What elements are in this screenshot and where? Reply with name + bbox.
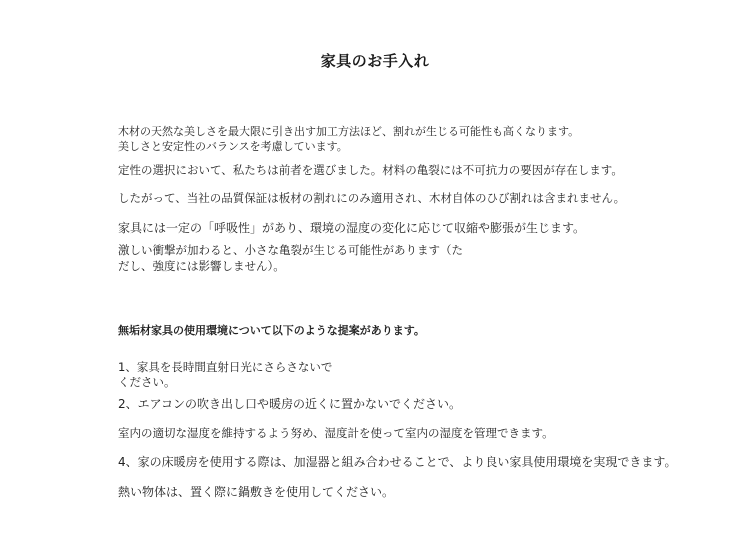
page-title: 家具のお手入れ [320, 52, 430, 70]
section-heading: 無垢材家具の使用環境について以下のような提案があります。 [118, 324, 425, 337]
suggestion-line-3: 2、エアコンの吹き出し口や暖房の近くに置かないでください。 [118, 397, 462, 411]
suggestion-line-5: 4、家の床暖房を使用する際は、加湿器と組み合わせることで、より良い家具使用環境を実現できます。 [118, 455, 677, 469]
intro-line-5: 家具には一定の「呼吸性」があり、環境の湿度の変化に応じて収縮や膨張が生じます。 [118, 221, 586, 235]
intro-line-6: 激しい衝撃が加わると、小さな亀裂が生じる可能性があります（た [118, 243, 463, 257]
intro-line-2: 美しさと安定性のバランスを考慮しています。 [118, 140, 348, 153]
intro-line-7: だし、強度には影響しません）。 [118, 259, 285, 273]
intro-line-3: 定性の選択において、私たちは前者を選びました。材料の亀裂には不可抗力の要因が存在します。 [118, 163, 623, 177]
suggestion-line-1: 1、家具を長時間直射日光にさらさないで [118, 360, 333, 374]
suggestion-line-4: 室内の適切な湿度を維持するよう努め、湿度計を使って室内の湿度を管理できます。 [118, 426, 554, 440]
intro-line-4: したがって、当社の品質保証は板材の割れにのみ適用され、木材自体のひび割れは含まれません。 [118, 191, 626, 205]
suggestion-line-2: ください。 [118, 375, 176, 389]
suggestion-line-6: 熱い物体は、置く際に鍋敷きを使用してください。 [118, 485, 395, 499]
intro-line-1: 木材の天然な美しさを最大限に引き出す加工方法ほど、割れが生じる可能性も高くなります。 [118, 125, 580, 138]
